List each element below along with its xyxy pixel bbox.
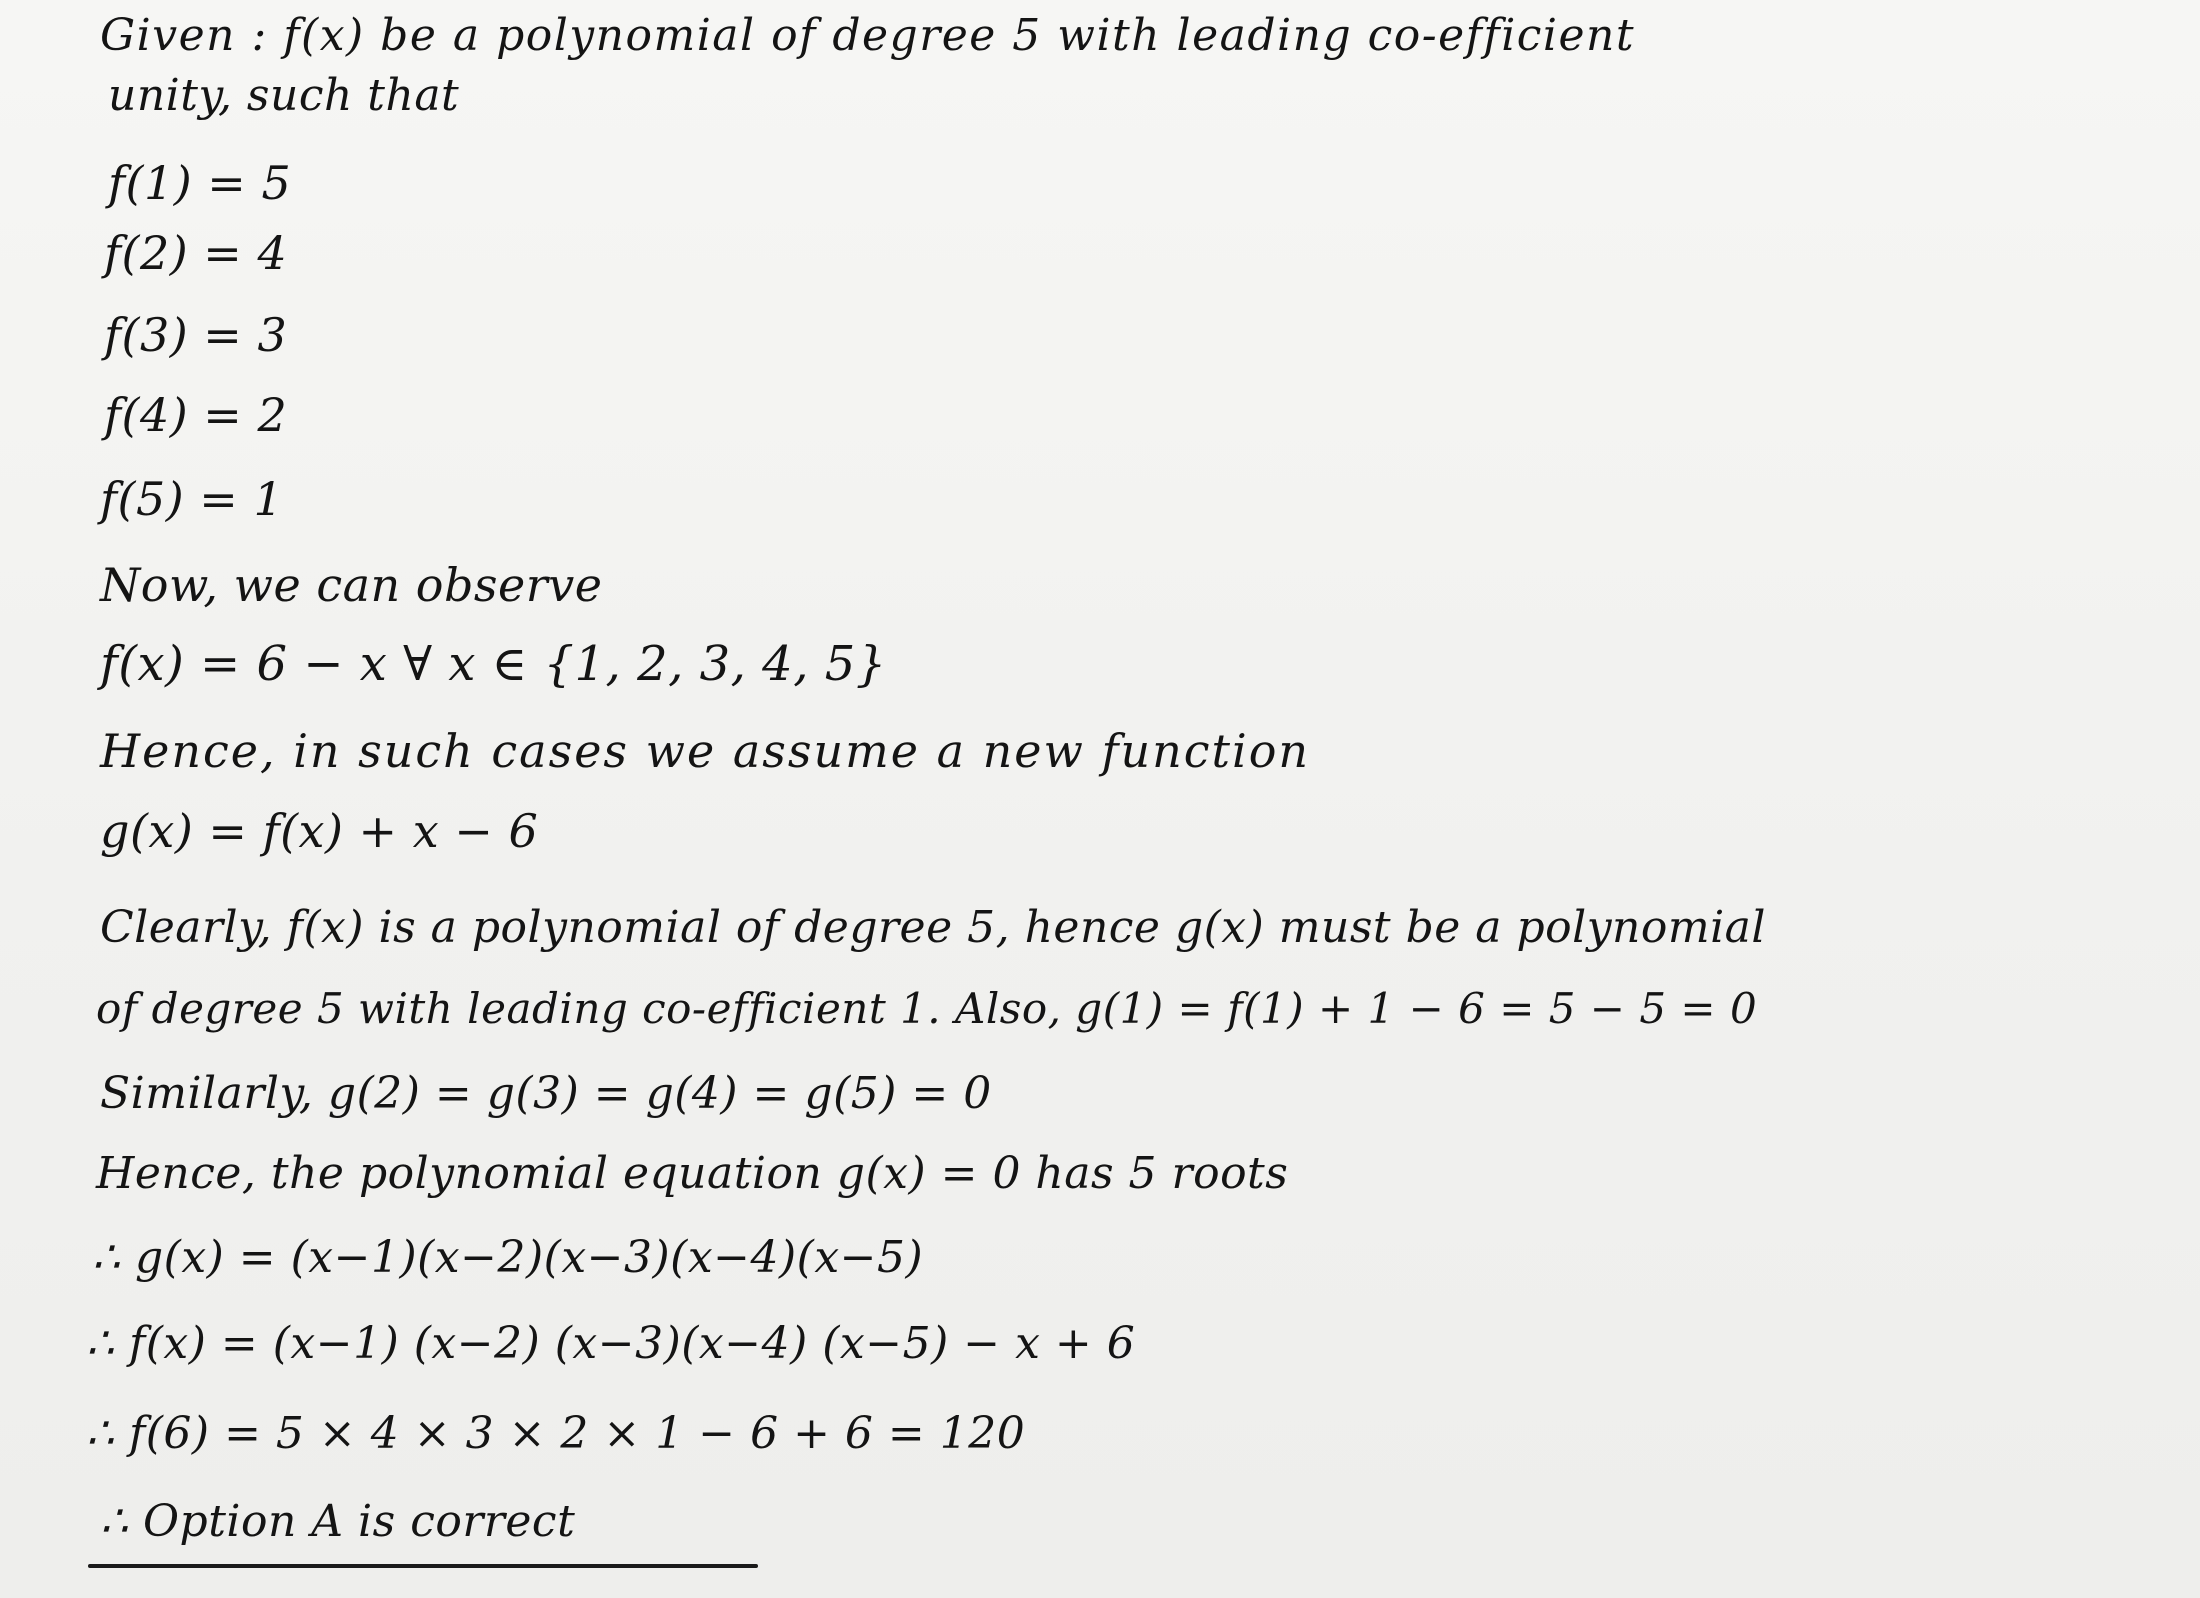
new-function-intro: Hence, in such cases we assume a new function	[100, 724, 1311, 778]
f6-evaluation: ∴ f(6) = 5 × 4 × 3 × 2 × 1 − 6 + 6 = 120	[86, 1408, 1026, 1459]
value-f4: f(4) = 2	[104, 388, 288, 442]
value-f1: f(1) = 5	[108, 156, 292, 210]
final-answer: ∴ Option A is correct	[100, 1496, 576, 1547]
observation-formula: f(x) = 6 − x ∀ x ∈ {1, 2, 3, 4, 5}	[100, 636, 887, 692]
new-function-definition: g(x) = f(x) + x − 6	[100, 804, 539, 858]
similarly-roots: Similarly, g(2) = g(3) = g(4) = g(5) = 0	[100, 1068, 992, 1119]
given-statement-line-1: Given : f(x) be a polynomial of degree 5 with leading co-efficient	[100, 10, 1636, 61]
g-factored: ∴ g(x) = (x−1)(x−2)(x−3)(x−4)(x−5)	[92, 1232, 924, 1283]
degree-argument-line-1: Clearly, f(x) is a polynomial of degree 5, hence g(x) must be a polynomial	[100, 902, 1766, 953]
value-f2: f(2) = 4	[104, 226, 288, 280]
answer-underline	[88, 1564, 758, 1568]
degree-argument-line-2: of degree 5 with leading co-efficient 1. Also, g(1) = f(1) + 1 − 6 = 5 − 5 = 0	[96, 984, 1758, 1033]
observation-intro: Now, we can observe	[100, 558, 603, 612]
value-f5: f(5) = 1	[100, 472, 284, 526]
f-expression: ∴ f(x) = (x−1) (x−2) (x−3)(x−4) (x−5) − x + 6	[86, 1318, 1136, 1369]
roots-statement: Hence, the polynomial equation g(x) = 0 has 5 roots	[96, 1148, 1289, 1199]
value-f3: f(3) = 3	[104, 308, 288, 362]
given-statement-line-2: unity, such that	[108, 70, 460, 121]
